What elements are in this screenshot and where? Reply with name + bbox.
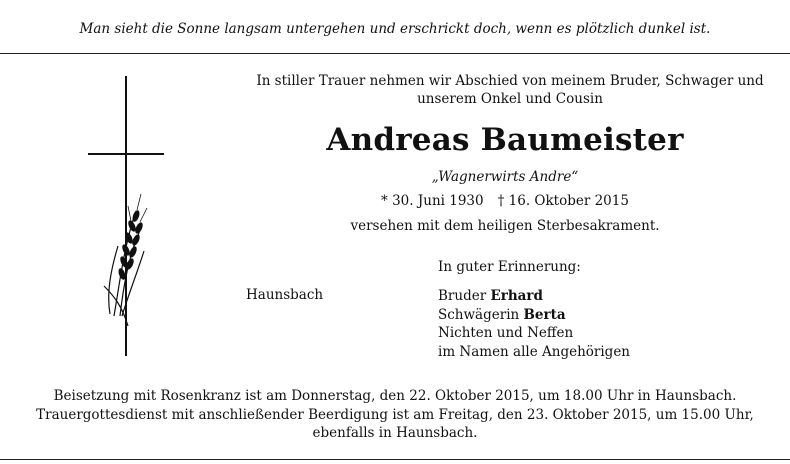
mourners-list [438, 287, 630, 361]
mourner-item: Schwägerin Berta [438, 306, 566, 323]
mourner-item: Nichten und Neffen [438, 325, 574, 342]
funeral-line-3: ebenfalls in Haunsbach. [312, 425, 478, 441]
sacrament-note: versehen mit dem heiligen Sterbesakrament. [350, 218, 660, 234]
cross-with-wheat-icon [84, 76, 168, 358]
place-name: Haunsbach [246, 287, 324, 303]
mourner-item: im Namen alle Angehörigen [438, 343, 631, 360]
deceased-name: Andreas Baumeister [326, 122, 684, 158]
death-date: † 16. Oktober 2015 [497, 193, 629, 209]
intro-line-2: unserem Onkel und Cousin [417, 91, 603, 107]
funeral-line-1: Beisetzung mit Rosenkranz ist am Donnerstag, den 22. Oktober 2015, um 18.00 Uhr in Haunsbach. [53, 388, 737, 404]
top-divider [0, 53, 790, 54]
mourner-item: Bruder Erhard [438, 288, 543, 304]
memory-heading: In guter Erinnerung: [438, 259, 581, 275]
motto: Man sieht die Sonne langsam untergehen und erschrickt doch, wenn es plötzlich dunkel ist. [79, 21, 711, 37]
deceased-nickname: „Wagnerwirts Andre“ [431, 169, 579, 185]
bottom-divider [0, 459, 790, 460]
funeral-line-2: Trauergottesdienst mit anschließender Beerdigung ist am Freitag, den 23. Oktober 2015, um 15.00 Uhr, [36, 406, 754, 423]
funeral-details [0, 387, 790, 443]
life-dates [290, 193, 720, 209]
birth-date: * 30. Juni 1930 [381, 193, 484, 209]
intro-line-1: In stiller Trauer nehmen wir Abschied von meinem Bruder, Schwager und [256, 73, 764, 89]
intro-text [230, 72, 790, 108]
